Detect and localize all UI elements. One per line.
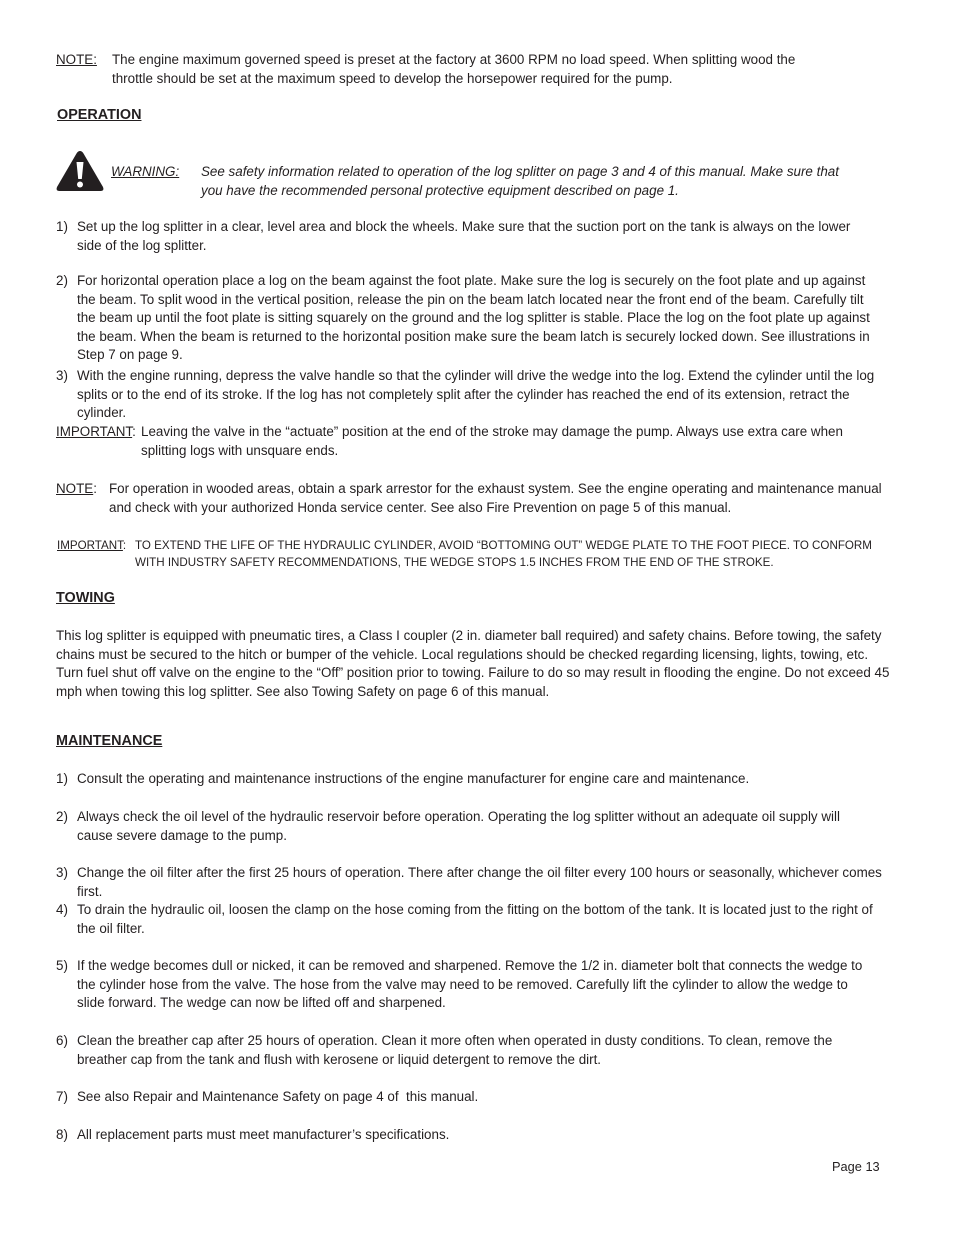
step-text: Set up the log splitter in a clear, level area and block the wheels. Make sure that the suction port on the tank is always on the lower side of the log splitter. bbox=[77, 219, 851, 253]
page-number: Page 13 bbox=[832, 1159, 880, 1174]
item-number: 3) bbox=[56, 865, 68, 880]
important-label: IMPORTANT: bbox=[57, 539, 127, 552]
item-text: Clean the breather cap after 25 hours of operation. Clean it more often when operated in dusty conditions. To clean, remove the breather cap from the tank and flush with kerosene or liquid detergent to remove the dirt. bbox=[77, 1033, 833, 1067]
step-number: 3) bbox=[56, 368, 68, 383]
step-number: 1) bbox=[56, 219, 68, 234]
item-text: See also Repair and Maintenance Safety on page 4 of this manual. bbox=[77, 1089, 479, 1104]
towing-heading: TOWING bbox=[56, 590, 115, 606]
important-text: Leaving the valve in the “actuate” position at the end of the stroke may damage the pump. Always use extra care when splitting logs with unsquare ends. bbox=[141, 424, 843, 458]
item-text: If the wedge becomes dull or nicked, it can be removed and sharpened. Remove the 1/2 in. diameter bolt that connects the wedge to the cylinder hose from the valve. The hose from the valve may need to be removed. Carefully lift the cylinder to allow the wedge to slide forward. The wedge can now be lifted off and sharpened. bbox=[77, 958, 863, 1011]
warning-icon bbox=[55, 149, 105, 193]
item-number: 2) bbox=[56, 809, 68, 824]
item-number: 6) bbox=[56, 1033, 68, 1048]
operation-heading: OPERATION bbox=[57, 107, 142, 123]
item-text: Change the oil filter after the first 25 hours of operation. There after change the oil filter every 100 hours or seasonally, whichever comes first. bbox=[77, 865, 882, 899]
step-text: With the engine running, depress the valve handle so that the cylinder will drive the wedge into the log. Extend the cylinder until the log splits or to the end of its stroke. If the log has not completely split after the cylinder has reached the end of its extension, retract the cylinder. bbox=[77, 368, 875, 421]
maintenance-heading: MAINTENANCE bbox=[56, 733, 163, 749]
important-label: IMPORTANT: bbox=[56, 424, 136, 439]
note-label: NOTE: bbox=[56, 52, 97, 67]
warning-label: WARNING: bbox=[111, 164, 180, 179]
step-number: 2) bbox=[56, 273, 68, 288]
warning-triangle-icon bbox=[55, 149, 105, 193]
item-text: All replacement parts must meet manufacturer’s specifications. bbox=[77, 1127, 450, 1142]
item-text: To drain the hydraulic oil, loosen the clamp on the hose coming from the fitting on the bottom of the tank. It is located just to the right of the oil filter. bbox=[77, 902, 873, 936]
note-text: For operation in wooded areas, obtain a spark arrestor for the exhaust system. See the engine operating and maintenance manual and check with your authorized Honda service center. See also Fire Prevention on page 5 of this manual. bbox=[109, 481, 882, 515]
towing-text: This log splitter is equipped with pneumatic tires, a Class I coupler (2 in. diameter ball required) and safety chains. Before towing, the safety chains must be secured to the hitch or bumper of the vehicle. Local regulations should be checked regarding licensing, lights, towing, etc. Turn fuel shut off valve on the engine to the “Off” position prior to towing. Failure to do so may result in flooding the engine. Do not exceed 45 mph when towing this log splitter. See also Towing Safety on page 6 of this manual. bbox=[56, 628, 890, 699]
item-number: 5) bbox=[56, 958, 68, 973]
item-text: Always check the oil level of the hydraulic reservoir before operation. Operating the log splitter without an adequate oil supply will cause severe damage to the pump. bbox=[77, 809, 840, 843]
item-number: 4) bbox=[56, 902, 68, 917]
important-text: TO EXTEND THE LIFE OF THE HYDRAULIC CYLINDER, AVOID “BOTTOMING OUT” WEDGE PLATE TO THE FOOT PIECE. TO CONFORM WITH INDUSTRY SAFETY RECOMMENDATIONS, THE WEDGE STOPS 1.5 INCHES FROM THE END OF THE STROKE. bbox=[135, 539, 872, 569]
item-text: Consult the operating and maintenance instructions of the engine manufacturer for engine care and maintenance. bbox=[77, 771, 750, 786]
note-label: NOTE: bbox=[56, 481, 97, 496]
note-text: The engine maximum governed speed is preset at the factory at 3600 RPM no load speed. When splitting wood the throttle should be set at the maximum speed to develop the horsepower required for the pump. bbox=[112, 52, 796, 86]
item-number: 1) bbox=[56, 771, 68, 786]
item-number: 8) bbox=[56, 1127, 68, 1142]
step-text: For horizontal operation place a log on the beam against the foot plate. Make sure the log is securely on the foot plate and up against the beam. To split wood in the vertical position, release the pin on the beam latch located near the front end of the beam. Carefully tilt the beam up until the foot plate is sitting squarely on the ground and the log splitter is stable. Place the log on the foot plate up against the beam. When the beam is returned to the horizontal position make sure the beam latch is securely locked down. See illustrations in Step 7 on page 9. bbox=[77, 273, 870, 363]
item-number: 7) bbox=[56, 1089, 68, 1104]
warning-text: See safety information related to operation of the log splitter on page 3 and 4 of this manual. Make sure that you have the recommended personal protective equipment described on page 1. bbox=[201, 164, 839, 198]
